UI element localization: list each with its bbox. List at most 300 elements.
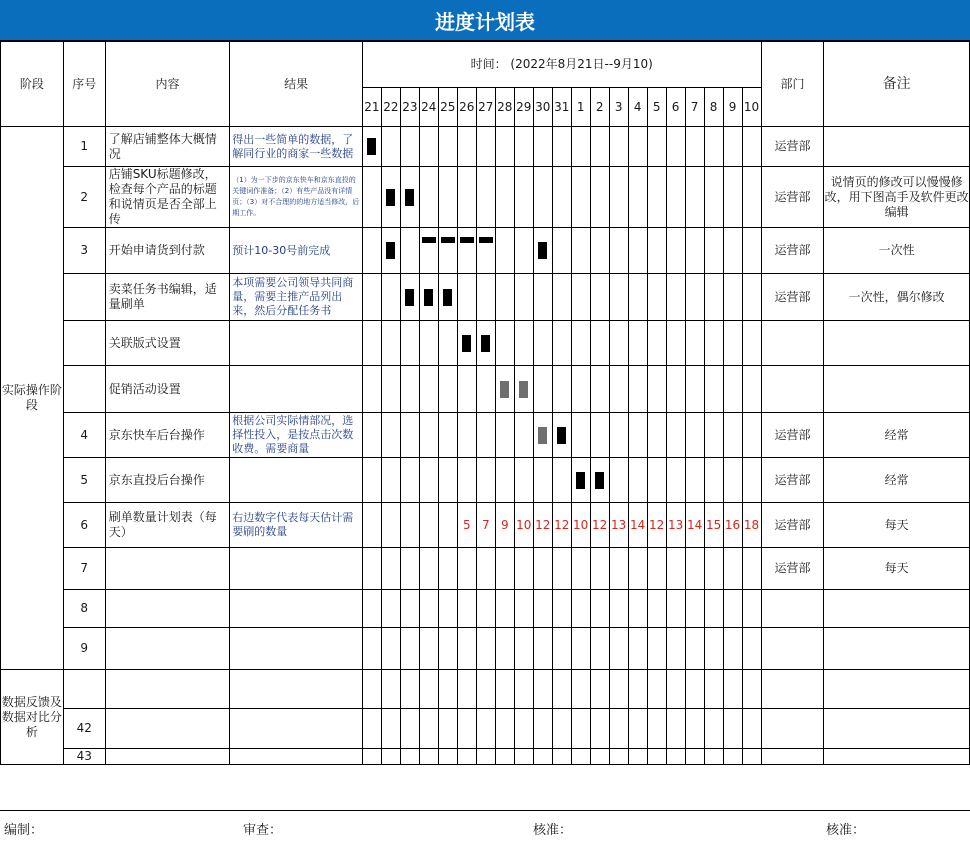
day-cell	[685, 548, 704, 590]
row-result	[230, 548, 363, 590]
day-cell	[400, 709, 419, 749]
header-content: 内容	[105, 42, 230, 127]
day-cell	[419, 749, 438, 765]
day-cell	[495, 228, 514, 274]
day-cell	[533, 548, 552, 590]
day-cell	[723, 167, 742, 228]
row-content: 京东快车后台操作	[105, 413, 230, 458]
day-cell	[514, 321, 533, 366]
row-content	[105, 590, 230, 628]
row-result	[230, 366, 363, 413]
day-cell	[381, 321, 400, 366]
row-seq: 6	[63, 503, 105, 548]
day-cell	[457, 670, 476, 709]
day-cell	[381, 366, 400, 413]
day-cell	[457, 548, 476, 590]
day-cell	[400, 228, 419, 274]
day-cell	[381, 274, 400, 321]
day-cell	[514, 228, 533, 274]
day-cell	[723, 670, 742, 709]
day-cell	[590, 321, 609, 366]
schedule-dash	[441, 237, 455, 243]
day-header: 30	[533, 88, 552, 127]
day-cell	[742, 590, 761, 628]
day-cell	[381, 590, 400, 628]
day-cell	[704, 167, 723, 228]
day-cell	[590, 413, 609, 458]
row-dept	[761, 321, 824, 366]
day-cell	[628, 590, 647, 628]
day-header: 6	[666, 88, 685, 127]
day-header: 9	[723, 88, 742, 127]
day-cell	[723, 413, 742, 458]
day-cell	[419, 503, 438, 548]
day-cell	[476, 321, 495, 366]
row-seq: 8	[63, 590, 105, 628]
day-cell	[609, 127, 628, 167]
day-cell	[666, 127, 685, 167]
day-cell	[514, 458, 533, 503]
day-cell	[609, 548, 628, 590]
day-cell	[400, 628, 419, 670]
row-seq: 1	[63, 127, 105, 167]
stage-feedback: 数据反馈及数据对比分析	[1, 670, 64, 765]
row-content: 京东直投后台操作	[105, 458, 230, 503]
day-cell	[476, 228, 495, 274]
day-cell	[514, 167, 533, 228]
row-seq: 4	[63, 413, 105, 458]
day-cell	[628, 413, 647, 458]
day-cell	[419, 458, 438, 503]
row-result	[230, 709, 363, 749]
row-dept	[761, 590, 824, 628]
row-result: 预计10-30号前完成	[230, 228, 363, 274]
header-dept: 部门	[761, 42, 824, 127]
day-cell	[571, 590, 590, 628]
row-content: 了解店铺整体大概情况	[105, 127, 230, 167]
day-cell	[590, 458, 609, 503]
day-cell	[723, 366, 742, 413]
day-header: 26	[457, 88, 476, 127]
row-note	[824, 749, 970, 765]
day-cell	[381, 548, 400, 590]
day-cell	[400, 458, 419, 503]
day-cell	[704, 274, 723, 321]
day-cell	[666, 274, 685, 321]
day-header: 23	[400, 88, 419, 127]
schedule-bar	[386, 242, 395, 259]
daily-count: 10	[514, 503, 533, 548]
day-cell	[590, 127, 609, 167]
day-cell	[362, 749, 381, 765]
row-result: （1）为一下步的京东快车和京东直投的关键词作准备；（2）有些产品没有详情页；（3）对不合理的的地方适当修改，后期工作。	[230, 167, 363, 228]
row-content	[105, 709, 230, 749]
schedule-bar	[500, 381, 509, 398]
day-header: 28	[495, 88, 514, 127]
day-cell	[438, 548, 457, 590]
row-note: 说情页的修改可以慢慢修改，用下图高手及软件更改编辑	[824, 167, 970, 228]
day-header: 27	[476, 88, 495, 127]
row-content: 卖菜任务书编辑，适量刷单	[105, 274, 230, 321]
day-cell	[685, 458, 704, 503]
day-cell	[495, 749, 514, 765]
day-cell	[609, 590, 628, 628]
day-cell	[609, 274, 628, 321]
day-cell	[457, 458, 476, 503]
day-cell	[742, 628, 761, 670]
day-cell	[476, 749, 495, 765]
day-cell	[381, 228, 400, 274]
day-cell	[495, 548, 514, 590]
day-cell	[704, 127, 723, 167]
table-row	[1, 503, 970, 548]
row-note: 每天	[824, 503, 970, 548]
row-note	[824, 321, 970, 366]
day-cell	[533, 670, 552, 709]
row-result	[230, 628, 363, 670]
row-result: 右边数字代表每天估计需要刷的数量	[230, 503, 363, 548]
day-cell	[666, 413, 685, 458]
day-cell	[476, 274, 495, 321]
row-result	[230, 670, 363, 709]
day-cell	[495, 590, 514, 628]
day-cell	[514, 670, 533, 709]
day-cell	[571, 274, 590, 321]
day-header: 4	[628, 88, 647, 127]
table-row	[1, 709, 970, 749]
row-seq	[63, 321, 105, 366]
schedule-dash	[422, 237, 436, 243]
day-cell	[742, 321, 761, 366]
row-content	[105, 749, 230, 765]
day-cell	[704, 709, 723, 749]
row-note	[824, 670, 970, 709]
day-cell	[533, 167, 552, 228]
day-cell	[514, 413, 533, 458]
day-cell	[438, 127, 457, 167]
day-cell	[628, 167, 647, 228]
day-header: 7	[685, 88, 704, 127]
day-cell	[362, 321, 381, 366]
row-seq: 2	[63, 167, 105, 228]
day-cell	[628, 228, 647, 274]
schedule-bar	[405, 189, 414, 206]
row-result: 本项需要公司领导共同商量，需要主推产品列出来，然后分配任务书	[230, 274, 363, 321]
day-cell	[571, 167, 590, 228]
day-cell	[381, 413, 400, 458]
day-cell	[362, 413, 381, 458]
day-cell	[495, 458, 514, 503]
day-cell	[704, 749, 723, 765]
day-cell	[685, 274, 704, 321]
day-cell	[438, 228, 457, 274]
day-cell	[647, 366, 666, 413]
day-cell	[704, 548, 723, 590]
day-cell	[628, 127, 647, 167]
day-cell	[400, 749, 419, 765]
day-cell	[400, 274, 419, 321]
row-note: 经常	[824, 458, 970, 503]
header-time: 时间： (2022年8月21日--9月10)	[362, 42, 761, 88]
row-dept	[761, 670, 824, 709]
row-dept: 运营部	[761, 274, 824, 321]
day-cell	[514, 749, 533, 765]
day-cell	[419, 321, 438, 366]
day-cell	[590, 548, 609, 590]
schedule-bar	[386, 189, 395, 206]
day-cell	[571, 228, 590, 274]
day-cell	[647, 709, 666, 749]
day-cell	[647, 274, 666, 321]
day-cell	[571, 749, 590, 765]
day-cell	[590, 366, 609, 413]
day-cell	[381, 628, 400, 670]
table-row	[1, 127, 970, 167]
day-cell	[381, 749, 400, 765]
row-dept	[761, 628, 824, 670]
day-cell	[571, 628, 590, 670]
day-cell	[476, 548, 495, 590]
schedule-bar	[538, 242, 547, 259]
schedule-bar	[519, 381, 528, 398]
day-cell	[742, 709, 761, 749]
day-cell	[514, 709, 533, 749]
day-cell	[647, 167, 666, 228]
daily-count: 12	[647, 503, 666, 548]
day-cell	[514, 366, 533, 413]
day-cell	[571, 127, 590, 167]
day-cell	[666, 167, 685, 228]
day-cell	[609, 628, 628, 670]
daily-count: 16	[723, 503, 742, 548]
day-cell	[552, 709, 571, 749]
day-header: 5	[647, 88, 666, 127]
day-cell	[495, 167, 514, 228]
day-cell	[571, 670, 590, 709]
table-row	[1, 228, 970, 274]
row-content	[105, 628, 230, 670]
day-cell	[457, 274, 476, 321]
day-cell	[476, 366, 495, 413]
daily-count: 14	[628, 503, 647, 548]
day-cell	[495, 366, 514, 413]
day-cell	[533, 366, 552, 413]
day-cell	[495, 628, 514, 670]
day-cell	[609, 366, 628, 413]
day-cell	[495, 274, 514, 321]
day-cell	[362, 670, 381, 709]
day-cell	[533, 458, 552, 503]
day-cell	[533, 709, 552, 749]
day-cell	[419, 548, 438, 590]
row-dept: 运营部	[761, 413, 824, 458]
day-cell	[590, 628, 609, 670]
day-cell	[590, 749, 609, 765]
day-cell	[628, 749, 647, 765]
day-header: 21	[362, 88, 381, 127]
day-cell	[400, 548, 419, 590]
day-cell	[666, 709, 685, 749]
row-seq: 42	[63, 709, 105, 749]
day-cell	[533, 628, 552, 670]
day-cell	[590, 167, 609, 228]
row-dept: 运营部	[761, 458, 824, 503]
day-cell	[685, 670, 704, 709]
day-cell	[647, 548, 666, 590]
row-note	[824, 590, 970, 628]
table-row	[1, 628, 970, 670]
daily-count: 18	[742, 503, 761, 548]
day-cell	[609, 749, 628, 765]
day-cell	[552, 670, 571, 709]
table-row	[1, 274, 970, 321]
day-cell	[628, 709, 647, 749]
day-cell	[419, 628, 438, 670]
day-cell	[628, 366, 647, 413]
approve-label-2: 核准：	[826, 823, 866, 838]
day-cell	[419, 590, 438, 628]
schedule-bar	[538, 427, 547, 444]
daily-count: 13	[609, 503, 628, 548]
day-cell	[438, 366, 457, 413]
row-note: 一次性，偶尔修改	[824, 274, 970, 321]
day-cell	[514, 628, 533, 670]
day-cell	[362, 127, 381, 167]
schedule-table	[0, 41, 970, 765]
day-cell	[362, 366, 381, 413]
day-cell	[400, 503, 419, 548]
day-cell	[400, 413, 419, 458]
review-label: 审查：	[243, 823, 283, 838]
day-cell	[723, 590, 742, 628]
day-cell	[647, 670, 666, 709]
day-cell	[476, 590, 495, 628]
day-cell	[457, 167, 476, 228]
day-cell	[704, 590, 723, 628]
day-cell	[609, 413, 628, 458]
day-cell	[438, 321, 457, 366]
row-note	[824, 628, 970, 670]
daily-count: 12	[533, 503, 552, 548]
day-cell	[742, 749, 761, 765]
day-cell	[609, 709, 628, 749]
day-cell	[552, 458, 571, 503]
day-cell	[419, 228, 438, 274]
day-cell	[723, 458, 742, 503]
row-note	[824, 709, 970, 749]
day-header: 1	[571, 88, 590, 127]
row-seq	[63, 366, 105, 413]
day-cell	[400, 321, 419, 366]
day-cell	[647, 228, 666, 274]
day-cell	[685, 321, 704, 366]
day-cell	[609, 458, 628, 503]
day-cell	[476, 628, 495, 670]
day-cell	[362, 228, 381, 274]
day-cell	[628, 321, 647, 366]
schedule-bar	[443, 289, 452, 306]
day-cell	[742, 366, 761, 413]
day-cell	[495, 127, 514, 167]
table-row	[1, 749, 970, 765]
day-cell	[457, 366, 476, 413]
stage-actual: 实际操作阶段	[1, 127, 64, 670]
day-cell	[742, 127, 761, 167]
row-dept	[761, 709, 824, 749]
day-cell	[457, 709, 476, 749]
day-cell	[571, 413, 590, 458]
day-header: 31	[552, 88, 571, 127]
day-cell	[571, 548, 590, 590]
day-cell	[457, 127, 476, 167]
day-cell	[533, 274, 552, 321]
row-dept: 运营部	[761, 167, 824, 228]
row-note: 经常	[824, 413, 970, 458]
day-cell	[647, 413, 666, 458]
day-cell	[419, 127, 438, 167]
day-cell	[438, 167, 457, 228]
day-cell	[628, 548, 647, 590]
day-cell	[457, 321, 476, 366]
daily-count: 5	[457, 503, 476, 548]
day-cell	[533, 413, 552, 458]
day-cell	[666, 228, 685, 274]
table-row	[1, 366, 970, 413]
day-cell	[571, 321, 590, 366]
day-cell	[685, 709, 704, 749]
day-cell	[552, 167, 571, 228]
table-row	[1, 670, 970, 709]
row-dept: 运营部	[761, 228, 824, 274]
day-cell	[457, 749, 476, 765]
day-cell	[723, 709, 742, 749]
day-cell	[400, 590, 419, 628]
table-row	[1, 167, 970, 228]
row-result	[230, 458, 363, 503]
day-cell	[514, 274, 533, 321]
day-cell	[685, 127, 704, 167]
day-cell	[628, 670, 647, 709]
day-cell	[419, 366, 438, 413]
day-cell	[476, 167, 495, 228]
row-content: 刷单数量计划表（每天）	[105, 503, 230, 548]
day-cell	[723, 127, 742, 167]
day-cell	[495, 413, 514, 458]
day-cell	[438, 274, 457, 321]
day-header: 3	[609, 88, 628, 127]
daily-count: 14	[685, 503, 704, 548]
daily-count: 12	[552, 503, 571, 548]
day-cell	[457, 228, 476, 274]
row-seq: 7	[63, 548, 105, 590]
day-cell	[723, 274, 742, 321]
day-cell	[685, 366, 704, 413]
day-cell	[742, 228, 761, 274]
schedule-bar	[367, 138, 376, 155]
day-cell	[419, 167, 438, 228]
day-cell	[514, 127, 533, 167]
day-cell	[552, 413, 571, 458]
row-seq: 43	[63, 749, 105, 765]
day-cell	[419, 413, 438, 458]
day-cell	[647, 127, 666, 167]
row-content: 关联版式设置	[105, 321, 230, 366]
schedule-bar	[576, 472, 585, 489]
day-cell	[647, 321, 666, 366]
day-cell	[685, 628, 704, 670]
day-cell	[457, 628, 476, 670]
day-cell	[362, 167, 381, 228]
